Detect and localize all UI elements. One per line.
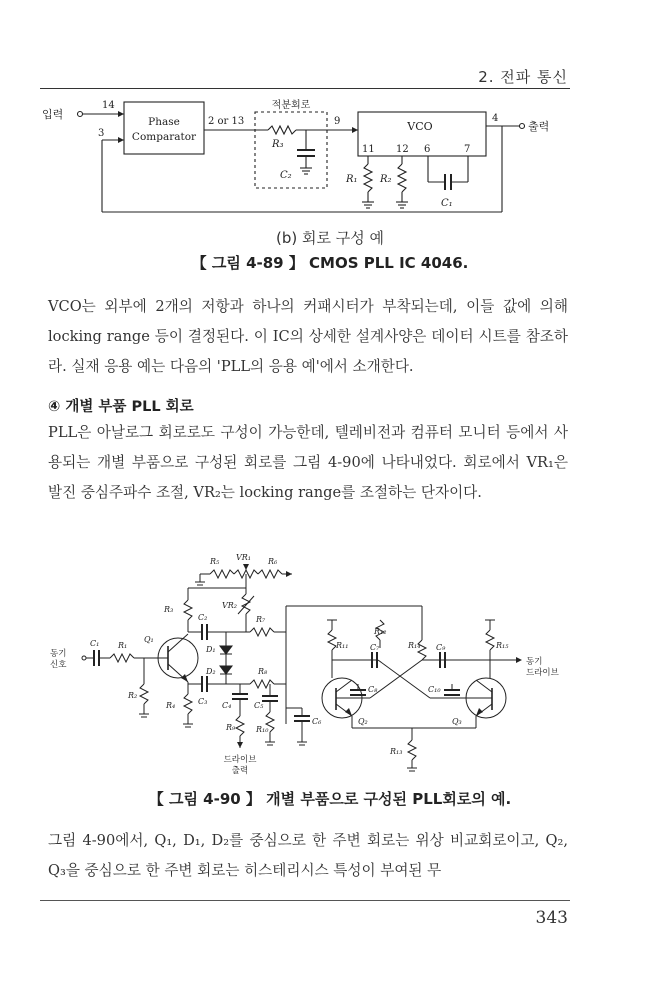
- figure-4-90-schematic: [40, 548, 580, 780]
- r11-resistor: [328, 630, 336, 650]
- r6-resistor: [258, 570, 282, 578]
- r13-resistor: [408, 740, 416, 760]
- figure-subcaption: (b) 회로 구성 예: [276, 229, 384, 247]
- pin-7-label: 7: [464, 144, 471, 155]
- output-terminal: [520, 124, 525, 129]
- c1-label-90: C₁: [90, 639, 100, 648]
- r10-label: R₁₀: [256, 725, 269, 734]
- r2-label: R₂: [380, 174, 392, 185]
- section-heading: ④ 개별 부품 PLL 회로: [48, 399, 194, 415]
- pin-6-label: 6: [424, 144, 431, 155]
- integrator-label: 적분회로: [271, 100, 311, 111]
- q3-label: Q₃: [452, 717, 462, 726]
- q1-label: Q₁: [144, 635, 154, 644]
- c2-label: C₂: [280, 170, 292, 181]
- header-rule: [40, 88, 570, 89]
- output-label: 출력: [528, 120, 550, 133]
- phase-label: Phase: [148, 116, 180, 128]
- r8-label: R₈: [258, 667, 268, 676]
- c10-label: C₁₀: [428, 685, 441, 694]
- r5-resistor: [210, 570, 234, 578]
- sync-signal-label-1: 동기: [50, 649, 67, 659]
- r15-resistor: [486, 630, 494, 650]
- pin-9-label: 9: [334, 116, 341, 127]
- input-terminal: [78, 112, 83, 117]
- c9-label: C₉: [436, 643, 446, 652]
- r2-label-90: R₂: [128, 691, 138, 700]
- sync-signal-label-2: 신호: [50, 660, 67, 670]
- sync-drive-label-1: 동기: [526, 657, 543, 667]
- paragraph-vco-description: VCO는 외부에 2개의 저항과 하나의 커패시터가 부착되는데, 이들 값에 의해 locking range 등이 결정된다. 이 IC의 상세한 설계사양은 데이터 시트를 참조하라. 실재 응용 예는 다음의 'PLL의 응용 예'에서 소개한다.: [48, 298, 568, 375]
- pin-12-label: 12: [396, 144, 409, 155]
- c3-label-90: C₃: [198, 697, 208, 706]
- r1-resistor: [364, 164, 372, 192]
- drive-output-label-2: 출력: [231, 766, 249, 776]
- r13-label: R₁₃: [390, 747, 403, 756]
- r5-label: R₅: [210, 557, 220, 566]
- c2-label-90: C₂: [198, 613, 208, 622]
- r11-label: R₁₁: [336, 641, 349, 650]
- c6-label: C₆: [312, 717, 322, 726]
- sync-drive-label-2: 드라이브: [526, 668, 559, 678]
- d1-diode: [220, 646, 232, 654]
- r2-resistor-90: [140, 684, 148, 704]
- r6-label: R₆: [268, 557, 278, 566]
- r1-label-90: R₁: [118, 641, 128, 650]
- d2-diode: [220, 666, 232, 674]
- r7-resistor: [250, 628, 274, 636]
- r3-label-90: R₃: [164, 605, 174, 614]
- r3-label: R₃: [272, 139, 284, 150]
- r3-resistor: [268, 126, 296, 134]
- r4-label: R₄: [166, 701, 176, 710]
- drive-output-label-1: 드라이브: [223, 755, 257, 765]
- r1-label: R₁: [346, 174, 358, 185]
- r14-label: R₁₄: [408, 641, 421, 650]
- c5-label: C₅: [254, 701, 264, 710]
- phase-comparator-box: [124, 102, 204, 154]
- figure-4-89b-diagram: [40, 94, 620, 224]
- r2-resistor: [398, 164, 406, 192]
- page-number: 343: [535, 908, 568, 928]
- figure-4-90-caption: 【 그림 4-90 】 개별 부품으로 구성된 PLL회로의 예.: [148, 790, 512, 808]
- pin-14-label: 14: [102, 100, 115, 111]
- footer-rule: [40, 900, 570, 901]
- paragraph-discrete-pll: PLL은 아날로그 회로로도 구성이 가능한데, 텔레비전과 컴퓨터 모니터 등에서 사용되는 개별 부품으로 구성된 회로를 그림 4-90에 나타내었다. 회로에서 VR₁은 발진 중심주파수 조절, VR₂는 locking range를 조절하는 단자이다.: [48, 424, 568, 501]
- running-header: 2. 전파 통신: [478, 68, 568, 86]
- r3-resistor-90: [184, 600, 192, 620]
- vr1-label: VR₁: [236, 553, 252, 562]
- r15-label: R₁₅: [496, 641, 509, 650]
- vco-label: VCO: [407, 120, 433, 133]
- c8-label: C₈: [368, 685, 378, 694]
- r7-label: R₇: [256, 615, 266, 624]
- c7-label: C₇: [370, 643, 380, 652]
- r12-label: R₁₂: [374, 627, 387, 636]
- pin-3-label: 3: [98, 128, 105, 139]
- input-label: 입력: [42, 108, 64, 121]
- pin-2or13-label: 2 or 13: [208, 116, 245, 127]
- c1-label: C₁: [441, 198, 453, 209]
- figure-4-89-caption: 【 그림 4-89 】 CMOS PLL IC 4046.: [191, 254, 469, 272]
- d1-label: D₁: [206, 645, 216, 654]
- q2-label: Q₂: [358, 717, 368, 726]
- sync-input-terminal: [82, 656, 86, 660]
- vr2-label: VR₂: [222, 601, 238, 610]
- r9-label: R₉: [226, 723, 236, 732]
- vr2-potentiometer: [242, 594, 250, 614]
- comparator-label: Comparator: [131, 131, 197, 143]
- r4-resistor: [184, 694, 192, 714]
- pin-4-label: 4: [492, 113, 499, 124]
- r9-resistor: [236, 716, 244, 736]
- d2-label: D₂: [206, 667, 216, 676]
- paragraph-circuit-explanation: 그림 4-90에서, Q₁, D₁, D₂를 중심으로 한 주변 회로는 위상 비교회로이고, Q₂, Q₃을 중심으로 한 주변 회로는 히스테리시스 특성이 부여된 무: [48, 832, 568, 879]
- r1-resistor-90: [110, 654, 134, 662]
- pin-11-label: 11: [362, 144, 375, 155]
- c4-label: C₄: [222, 701, 232, 710]
